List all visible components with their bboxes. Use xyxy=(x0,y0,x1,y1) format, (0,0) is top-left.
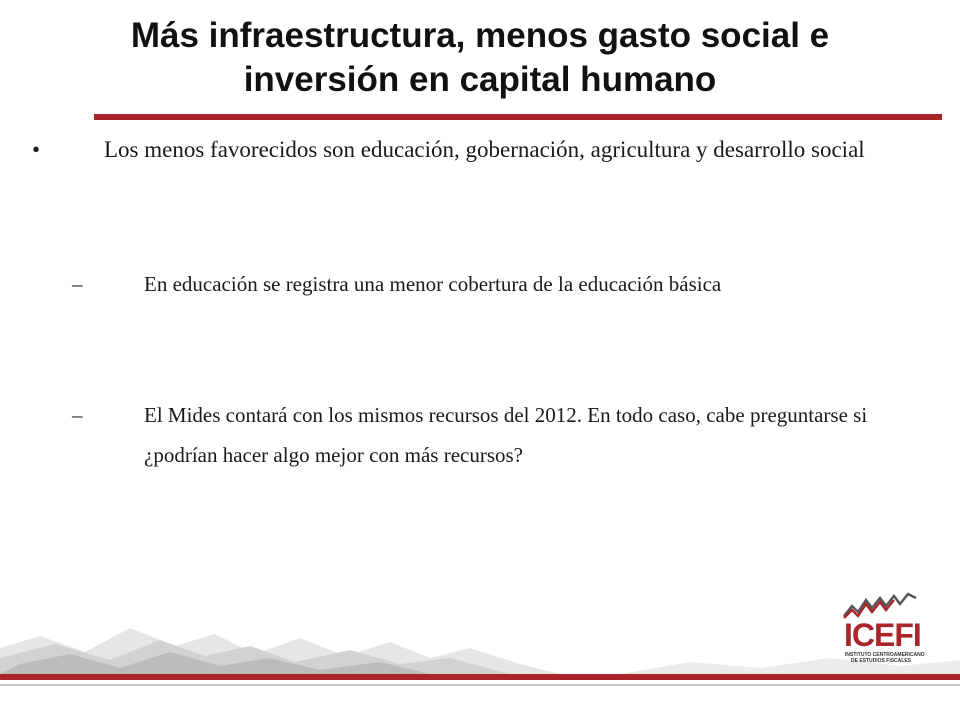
sub-item-text: En educación se registra una menor cobertura de la educación básica xyxy=(144,272,722,296)
footer-rule xyxy=(0,674,960,680)
title-line-2: inversión en capital humano xyxy=(243,60,717,99)
sub-item-marker: – xyxy=(72,272,83,296)
logo-tagline-line-1: INSTITUTO CENTROAMERICANO xyxy=(845,652,925,658)
title-line-1: Más infraestructura, menos gasto social e xyxy=(130,16,830,55)
slide-title xyxy=(40,14,920,102)
sub-item-marker: – xyxy=(72,403,83,427)
footer-rule-thin xyxy=(0,684,960,686)
mountain-range-illustration xyxy=(0,618,960,674)
bullet-text: Los menos favorecidos son educación, gobernación, agricultura y desarrollo social xyxy=(104,137,865,162)
title-underline xyxy=(94,114,942,120)
logo-wordmark: ICEFI xyxy=(844,617,921,653)
bullet-marker: • xyxy=(32,137,41,162)
mountain-graph-icon xyxy=(842,590,918,620)
icefi-logo xyxy=(842,590,925,668)
logo-tagline-line-2: DE ESTUDIOS FISCALES xyxy=(850,658,911,664)
sub-item-text: El Mides contará con los mismos recursos del 2012. En todo caso, cabe preguntarse si ¿podrían hacer algo mejor con más recursos? xyxy=(144,403,868,467)
logo-tagline xyxy=(845,652,925,664)
